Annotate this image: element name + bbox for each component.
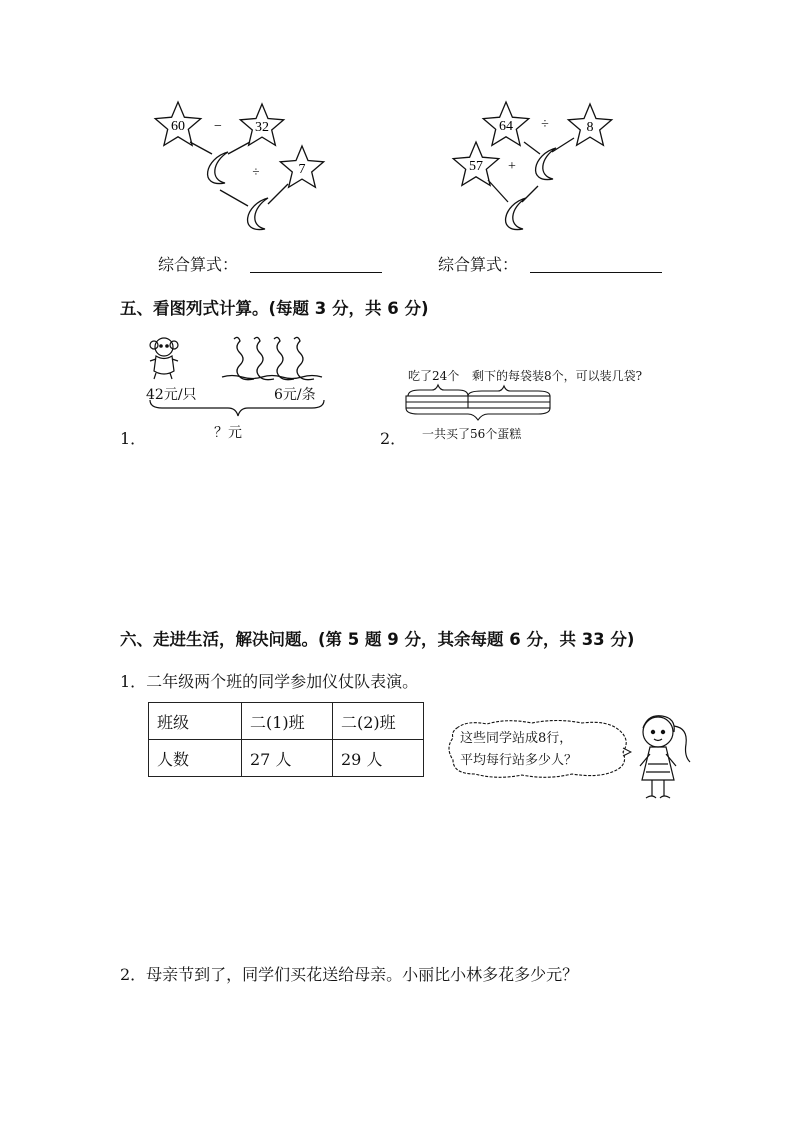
puzzle2-operator-2: + [508,159,516,174]
star-moon-puzzle-2 [448,98,623,238]
remaining-label: 剩下的每袋装8个，可以装几袋? [472,369,643,383]
table-header-cell: 班级 [149,703,242,740]
puzzle2-star-b: 8 [586,120,594,135]
section5-heading: 五、看图列式计算。(每题 3 分，共 6 分) [120,299,429,318]
table-row [149,740,424,777]
section6-heading: 六、走进生活，解决问题。(第 5 题 9 分，其余每题 6 分，共 33 分) [120,630,635,649]
monkey-snakes-illustration [142,333,347,383]
puzzle2-operator-1: ÷ [541,117,549,132]
puzzle1-answer-blank[interactable] [250,272,382,273]
table-header-cell: 二(1)班 [242,703,333,740]
puzzle1-operator-2: ÷ [252,164,260,179]
table-cell: 27 人 [242,740,333,777]
table-cell: 人数 [149,740,242,777]
puzzle2-answer-blank[interactable] [530,272,662,273]
monkey-icon [150,338,178,379]
star-moon-puzzle-1 [150,98,340,238]
total-cakes-label: 一共买了56个蛋糕 [422,427,522,441]
puzzle1-star-a: 60 [171,119,185,134]
section5-q1-number: 1． [120,429,147,448]
puzzle2-formula-label: 综合算式： [438,255,519,274]
puzzle2-star-a: 64 [499,119,513,134]
girl-illustration [628,710,698,805]
bubble-line-2: 平均每行站多少人？ [460,753,578,768]
bubble-line-1: 这些同学站成8行， [460,731,573,746]
puzzle1-star-c: 7 [298,162,306,177]
table-row [149,703,424,740]
snake-icons [222,337,322,379]
total-brace [148,398,328,420]
eaten-label: 吃了24个 [408,369,460,383]
section6-q1-text: 1．二年级两个班的同学参加仪仗队表演。 [120,672,419,691]
snake-price: 6元/条 [274,387,316,403]
table-header-cell: 二(2)班 [333,703,424,740]
monkey-price: 42元/只 [146,387,197,403]
puzzle1-operator-1: − [214,119,222,134]
table-cell: 29 人 [333,740,424,777]
puzzle1-formula-label: 综合算式： [158,255,239,274]
puzzle2-star-c: 57 [469,159,483,174]
section5-q1-question: ？元 [214,425,242,441]
section5-q2-number: 2． [380,429,407,448]
class-size-table [148,702,424,777]
section6-q2-text: 2．母亲节到了，同学们买花送给母亲。小丽比小林多花多少元？ [120,965,579,984]
puzzle1-star-b: 32 [255,120,269,135]
